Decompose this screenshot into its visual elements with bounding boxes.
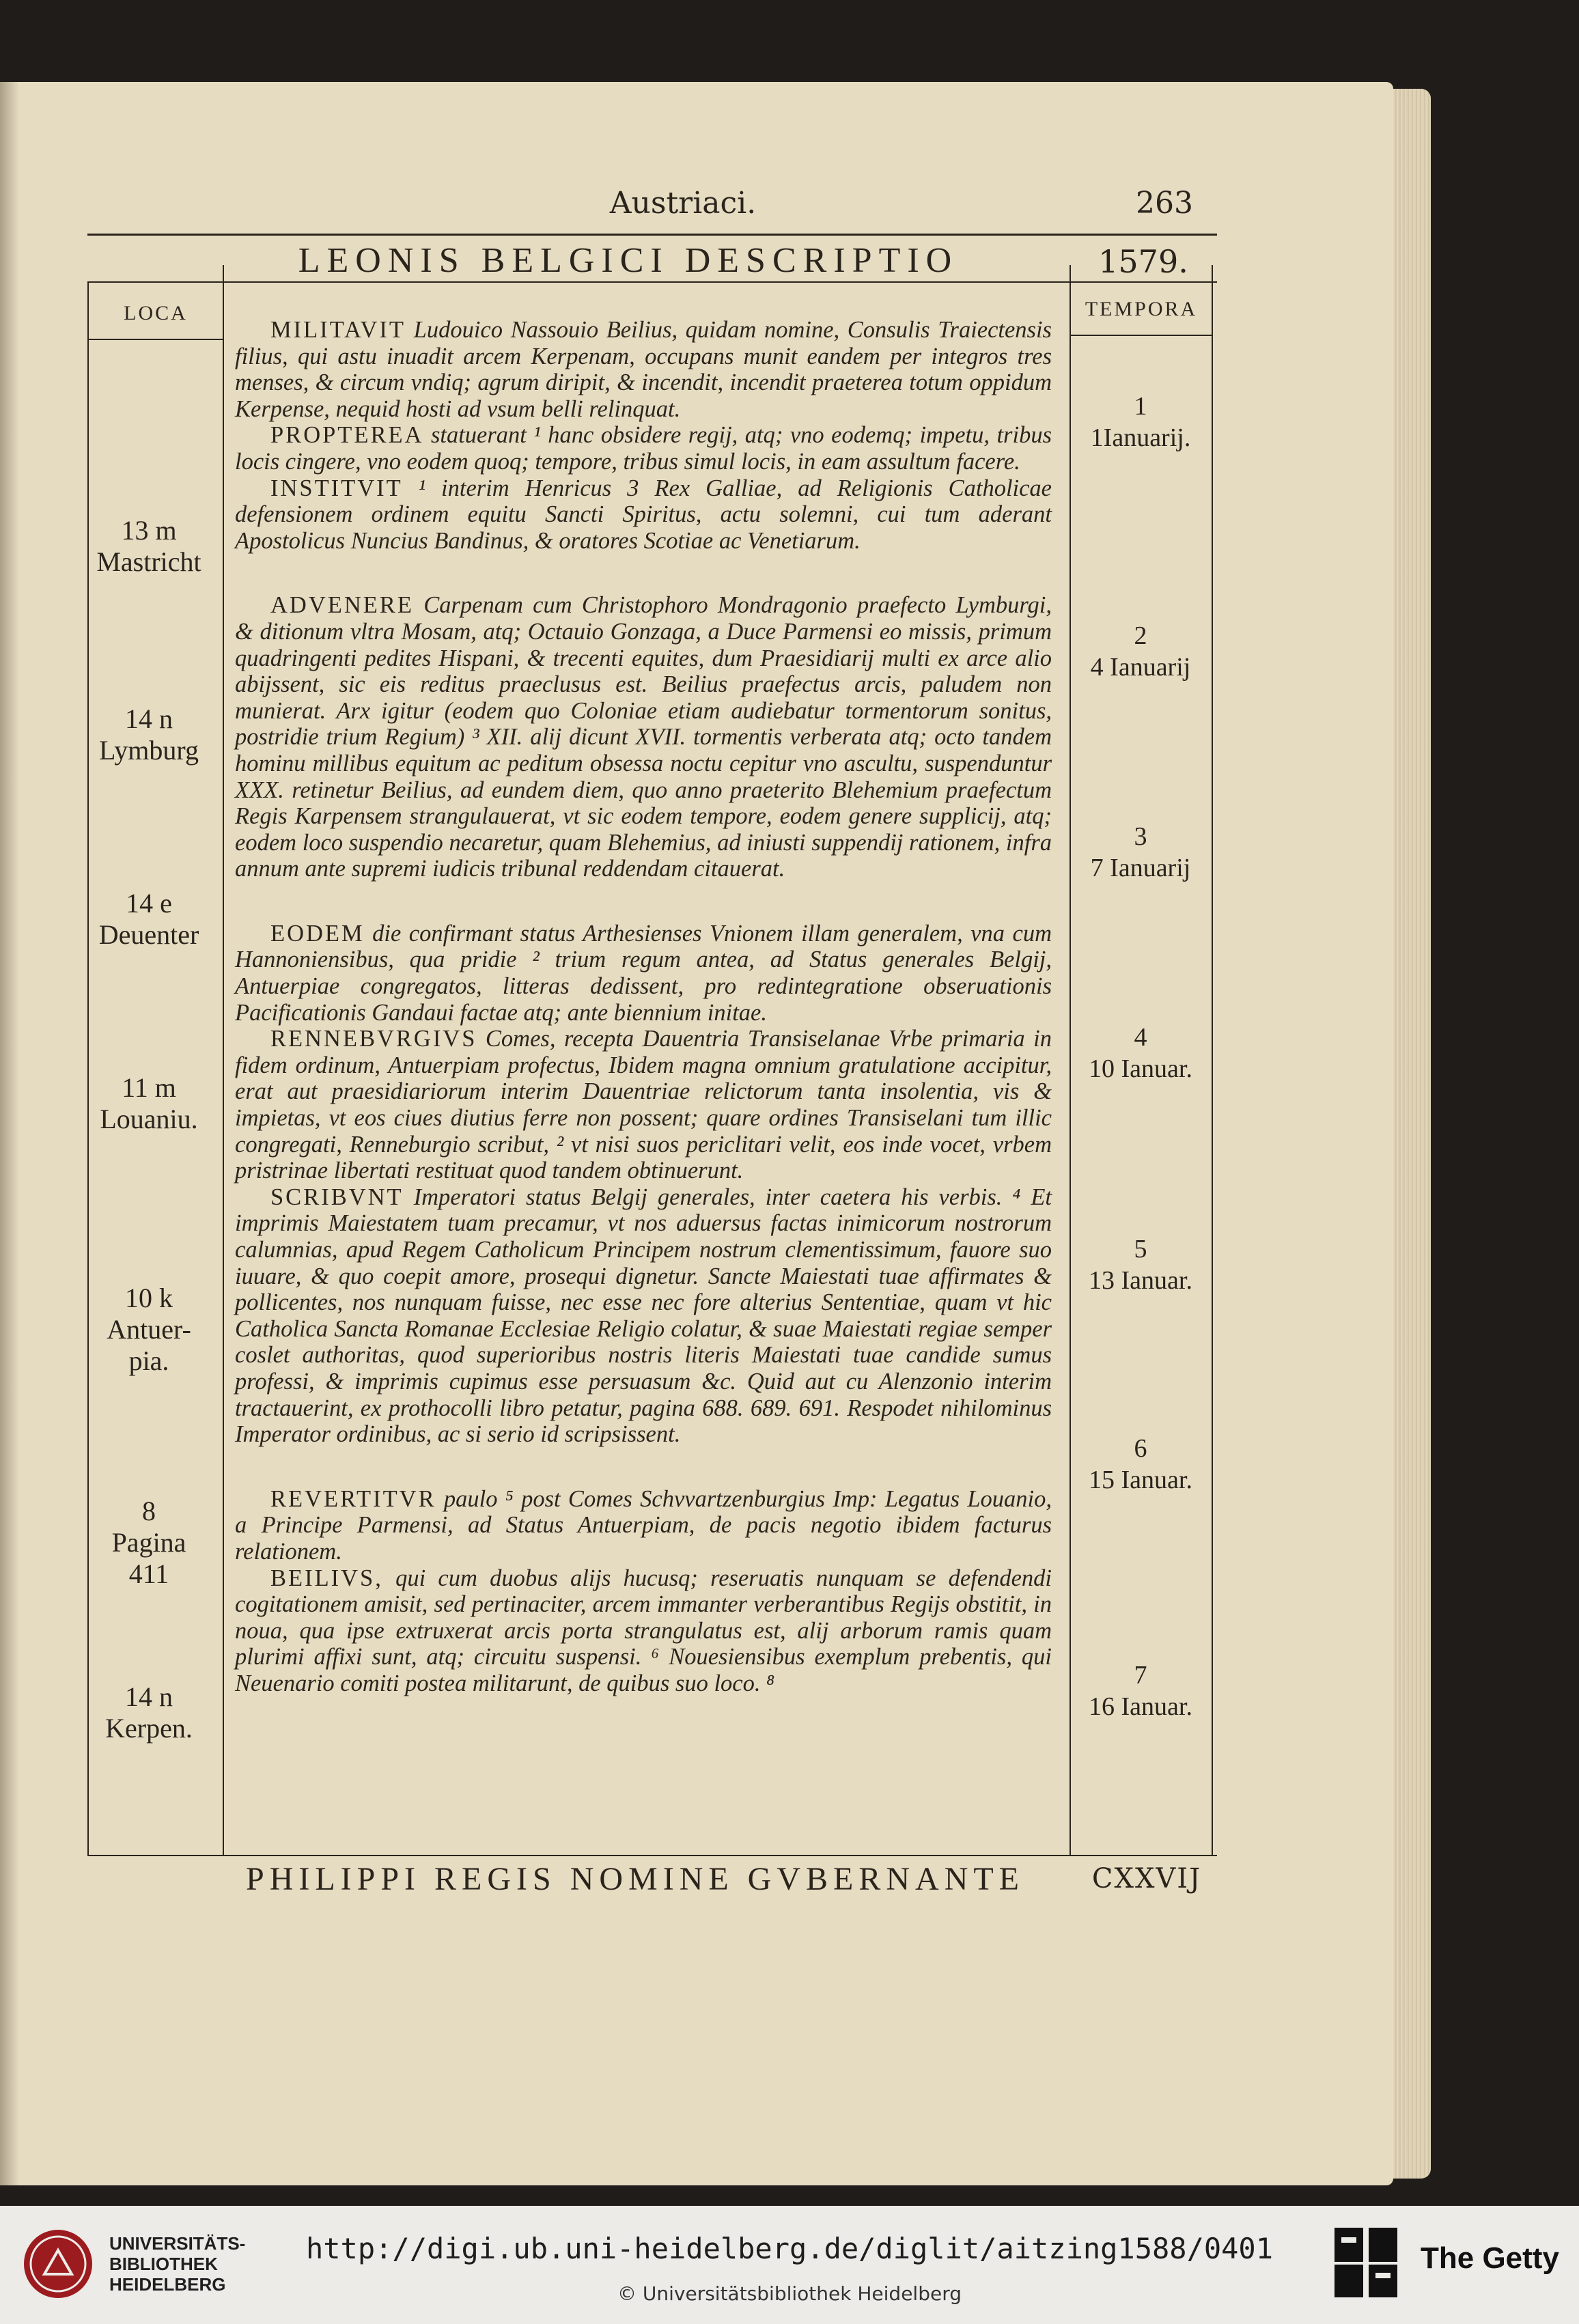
paragraph: MILITAVIT Ludouico Nassouio Beilius, quidam nomine, Consulis Traiectensis filius, qui astu inuadit arcem Kerpenam, occupans munit eandem per integros tres menses, & circum vndiq; agrum diripit, & incendit, incendit praeterea totum oppidum Kerpense, nequid hosti ad vsum belli relinquat. (235, 317, 1052, 422)
loca-entry: 10 k Antuer- pia. (107, 1283, 191, 1376)
loca-entry: 11 m Louaniu. (100, 1072, 198, 1134)
right-frame-line (1212, 265, 1213, 1856)
tempora-entry: 1 1Ianuarij. (1090, 392, 1191, 452)
gutter-shadow (0, 82, 19, 2185)
tempora-column-line (1070, 265, 1071, 1856)
loca-entry: 13 m Mastricht (96, 515, 201, 577)
loca-head-rule (87, 339, 223, 340)
signature-mark: CXXVIJ (1091, 1863, 1202, 1894)
viewer-footer (0, 2206, 1579, 2324)
loca-entry: 14 e Deuenter (98, 888, 199, 950)
tempora-head-rule (1071, 335, 1212, 336)
top-rule (87, 234, 1217, 236)
footer-title: PHILIPPI REGIS NOMINE GVBERNANTE (246, 1861, 1024, 1897)
paragraph: INSTITVIT ¹ interim Henricus 3 Rex Galliae, ad Religionis Catholicae defensionem ordinem equitu Sancti Spiritus, actu solemni, cui tum aderant Apostolicus Nuncius Bandinus, & oratores Scotiae ac Venetiarum. (235, 475, 1052, 554)
tempora-entry: 2 4 Ianuarij (1090, 621, 1191, 682)
tempora-entry: 4 10 Ianuar. (1089, 1023, 1192, 1083)
bottom-rule (87, 1855, 1217, 1856)
loca-entry: 14 n Kerpen. (105, 1681, 193, 1744)
loca-header: LOCA (124, 302, 188, 324)
permalink-url[interactable]: http://digi.ub.uni-heidelberg.de/diglit/aitzing1588/0401 (305, 2232, 1274, 2265)
tempora-entry: 6 15 Ianuar. (1089, 1434, 1192, 1494)
getty-logo-text: The Getty (1421, 2241, 1559, 2275)
page-number: 263 (1136, 186, 1193, 221)
paragraph: ADVENERE Carpenam cum Christophoro Mondragonio praefecto Lymburgi, & ditionum vltra Mosam, atq; Octauio Gonzaga, a Duce Parmensi eo missis, primum quadringenti pedites Hispani, & trecenti equites, dum Praesidiarij multi ex arce alio abijssent, sic eis reditus praeclusus est. Beilius praefectus arcis, paludem non munierat. Arx igitur (eodem quo Coloniae etiam audiebatur tormentorum sonitus, postridie trium Regium) ³ XII. alij dicunt XVII. tormentis verberata atq; octo tandem hominu millibus equitum ac peditum obsessa noctu cepitur vno ascultu, suspenduntur XXX. retinetur Beilius, ad eundem diem, quo anno praeterito Blehemium praefectum Regis Karpensem strangulauerat, vt sic eodem tempore, eodem genere supplicij, atq; eodem loco suspendio necaretur, quam Blehemius, ad iniusti suppendij rationem, infra annum ante supremi iudicis tribunal reddendam citauerat. (235, 592, 1052, 882)
loca-entry: 8 Pagina 411 (111, 1496, 186, 1589)
paragraph: EODEM die confirmant status Arthesienses Vnionem illam generalem, vna cum Hannoniensibus, qua pridie ² trium regum antea, ad Status generales Belgij, Antuerpiae congregatos, litteras dedissent, pro redintegratione obseruationis Pacificationis Gandaui factae atq; ante biennium initae. (235, 920, 1052, 1026)
tempora-entry: 5 13 Ianuar. (1089, 1235, 1192, 1295)
tempora-entry: 3 7 Ianuarij (1090, 822, 1191, 882)
university-logo-text: UNIVERSITÄTS- BIBLIOTHEK HEIDELBERG (109, 2233, 246, 2295)
getty-logo-icon (1332, 2225, 1400, 2300)
running-head: Austriaci. (609, 186, 757, 221)
tempora-entry: 7 16 Ianuar. (1089, 1661, 1192, 1721)
paragraph: BEILIVS, qui cum duobus alijs hucusq; reseruatis nunquam se defendendi cogitationem amisit, sed pertinaciter, arcem immanter verberantibus Regijs obstitit, in noua, qua ipse extruxerat arcis porta strangulatus est, alij arborum ramis quam plurimi affixi sunt, atq; circuitu suspensi. ⁶ Nouesiensibus exemplum prebentis, qui Neuenario comiti postea militarunt, de quibus suo loco. ⁸ (235, 1565, 1052, 1696)
paragraph: SCRIBVNT Imperatori status Belgij generales, inter caetera his verbis. ⁴ Et imprimis Maiestatem tuam precamur, vt nos aduersus factas inimicorum nostrorum calumnias, apud Regem Catholicum Principem nostrum clementissimum, fauore suo iuuare, & quo coepit amore, prosequi dignetur. Sancte Maiestati tuae affirmates & pollicentes, nos nunquam fuisse, nec esse nec fore alterius Sententiae, quam vt hic Catholica Sancta Romanae Ecclesiae Religio colatur, & suae Maiestati regiae semper coslet authoritas, quod superioribus nostris literis Maiestati tuae candide sumus professi, & imprimis cupimus esse persuasum &c. Quid aut cu Alenzonio interim tractauerint, ex prothocolli libro petatur, pagina 688. 689. 691. Respodet nihilominus Imperator ordinibus, ac si serio id scripsissent. (235, 1184, 1052, 1448)
copyright-notice: © Universitätsbibliothek Heidelberg (617, 2282, 962, 2305)
loca-entry: 14 n Lymburg (99, 703, 199, 766)
loca-column-line (223, 265, 224, 1856)
main-text (235, 317, 1052, 1697)
paragraph: PROPTEREA statuerant ¹ hanc obsidere regij, atq; vno eodemq; impetu, tribus locis cingere, vno eodem quoq; tempore, tribus simul locis, in eam assultum facere. (235, 422, 1052, 475)
paragraph: REVERTITVR paulo ⁵ post Comes Schvvartzenburgius Imp: Legatus Louanio, a Principe Parmensi, ad Status Antuerpiam, de pacis negotio ibidem facturus relationem. (235, 1485, 1052, 1565)
tempora-header: TEMPORA (1085, 298, 1198, 320)
title-rule (87, 281, 1217, 283)
paragraph: RENNEBVRGIVS Comes, recepta Dauentria Transiselanae Vrbe primaria in fidem ordinum, Antuerpiam profectus, Ibidem magna omnium gratulatione accipitur, erat aut praesidiariorum interim Dauentriae relictorum tanta insolentia, vis & impietas, vt eos ciues diutius ferre non possent; quare ordines Transiselani tum illic congregati, Renneburgio scribut, ² vt nisi suos periclitari velit, eos inde vocet, vrbem pristrinae libertati restituat quod tandem obtinuerunt. (235, 1026, 1052, 1184)
year: 1579. (1098, 243, 1188, 280)
page-title: LEONIS BELGICI DESCRIPTIO (298, 241, 959, 280)
